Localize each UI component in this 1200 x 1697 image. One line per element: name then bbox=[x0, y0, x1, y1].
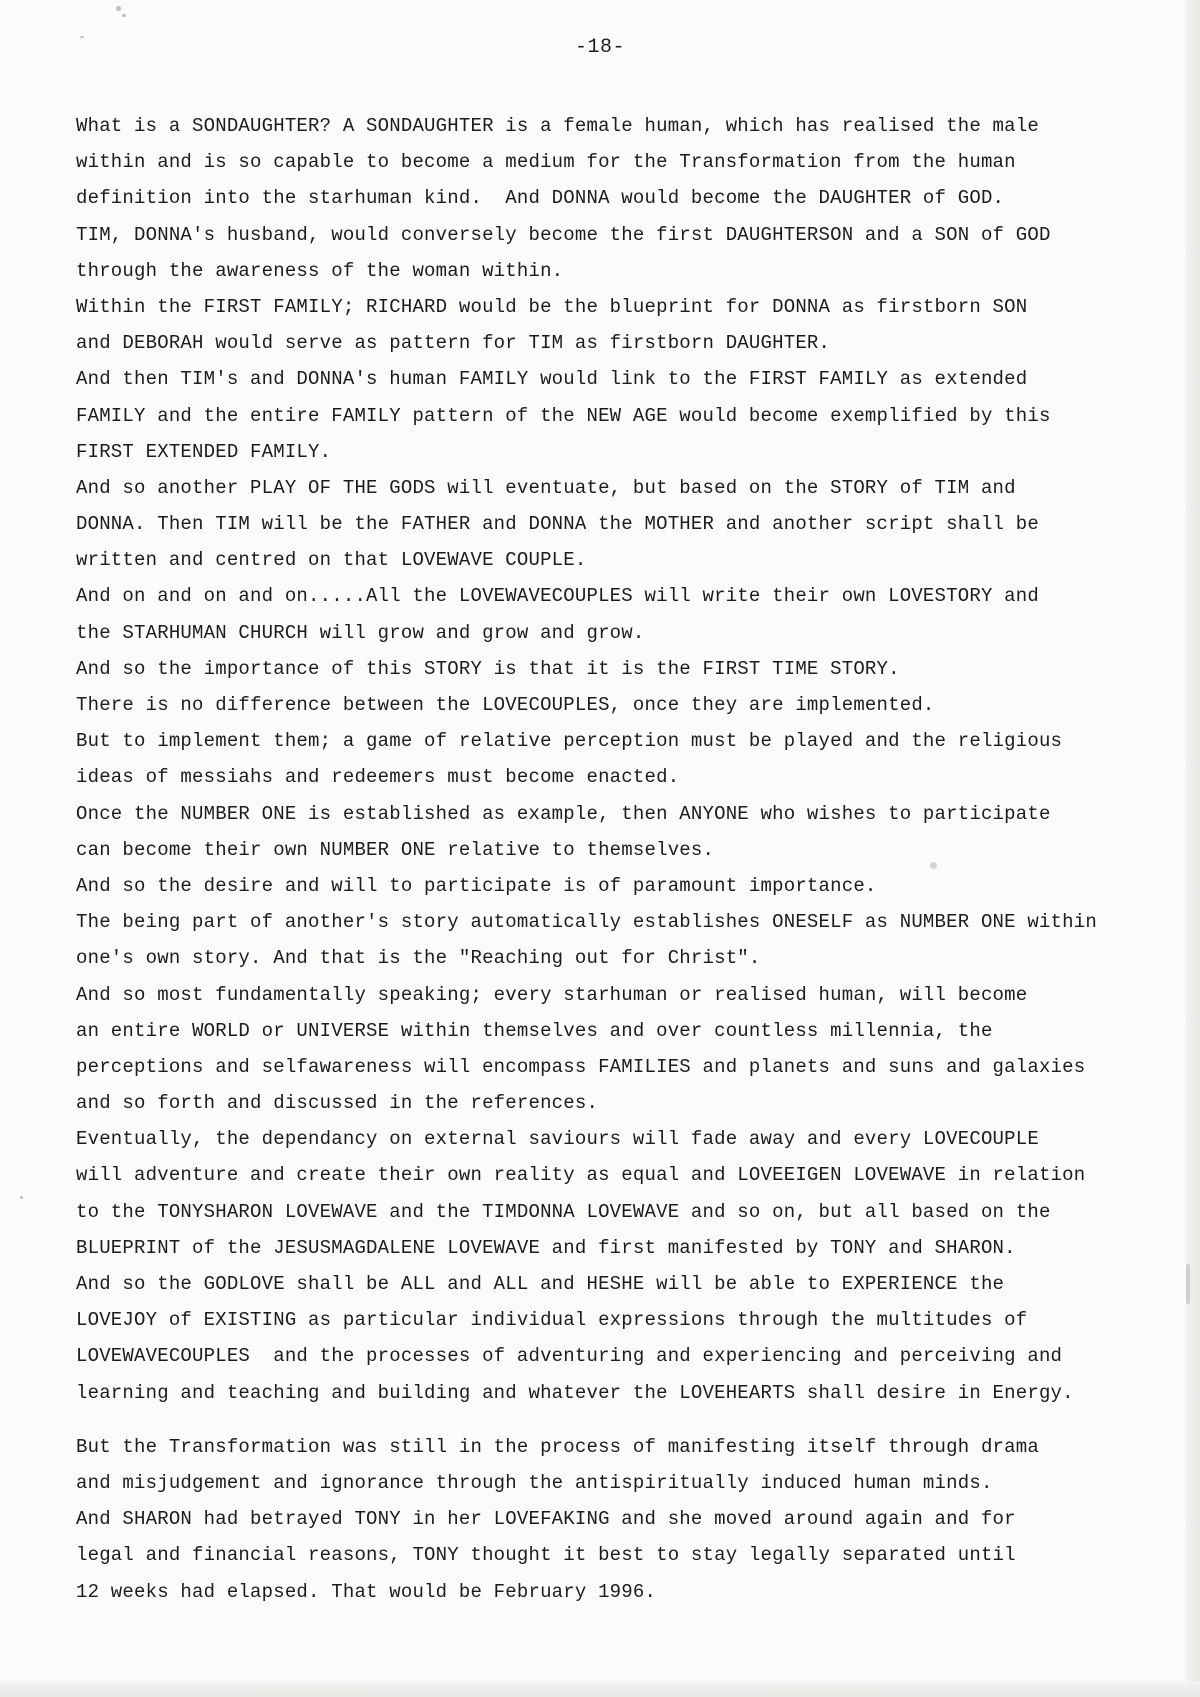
paragraph-spacer bbox=[76, 1411, 1136, 1429]
text-line: FIRST EXTENDED FAMILY. bbox=[76, 440, 332, 463]
text-line: legal and financial reasons, TONY thought it best to stay legally separated until bbox=[76, 1544, 1016, 1567]
text-line: Once the NUMBER ONE is established as example, then ANYONE who wishes to participate bbox=[76, 802, 1051, 825]
text-line: BLUEPRINT of the JESUSMAGDALENE LOVEWAVE and first manifested by TONY and SHARON. bbox=[76, 1236, 1016, 1259]
paragraph bbox=[76, 1429, 1136, 1610]
text-line: through the awareness of the woman within. bbox=[76, 259, 564, 282]
text-line: to the TONYSHARON LOVEWAVE and the TIMDONNA LOVEWAVE and so on, but all based on the bbox=[76, 1200, 1051, 1223]
text-line: can become their own NUMBER ONE relative to themselves. bbox=[76, 838, 715, 861]
page-number: -18- bbox=[574, 36, 625, 59]
text-line: and misjudgement and ignorance through the antispiritually induced human minds. bbox=[76, 1471, 993, 1494]
text-line: And so the GODLOVE shall be ALL and ALL and HESHE will be able to EXPERIENCE the bbox=[76, 1273, 1005, 1295]
text-line: LOVEWAVECOUPLES and the processes of adventuring and experiencing and perceiving and bbox=[76, 1345, 1063, 1368]
text-line: And so another PLAY OF THE GODS will eventuate, but based on the STORY of TIM and bbox=[76, 476, 1016, 499]
text-line: ideas of messiahs and redeemers must become enacted. bbox=[76, 766, 680, 789]
page-right-edge bbox=[1186, 0, 1200, 1697]
text-line: will adventure and create their own reality as equal and LOVEEIGEN LOVEWAVE in relation bbox=[76, 1164, 1086, 1187]
scan-speck bbox=[116, 6, 121, 11]
text-line: an entire WORLD or UNIVERSE within themselves and over countless millennia, the bbox=[76, 1019, 993, 1042]
text-line: and so forth and discussed in the references. bbox=[76, 1092, 599, 1115]
text-line: definition into the starhuman kind. And DONNA would become the DAUGHTER of GOD. bbox=[76, 187, 1005, 210]
text-line: And SHARON had betrayed TONY in her LOVEFAKING and she moved around again and for bbox=[76, 1508, 1016, 1531]
text-line: 12 weeks had elapsed. That would be February 1996. bbox=[76, 1580, 657, 1603]
scan-speck bbox=[20, 1196, 23, 1199]
text-line: There is no difference between the LOVECOUPLES, once they are implemented. bbox=[76, 694, 935, 716]
text-line: And so most fundamentally speaking; every starhuman or realised human, will become bbox=[76, 983, 1028, 1006]
text-line: But to implement them; a game of relative perception must be played and the religious bbox=[76, 730, 1063, 753]
text-line: and DEBORAH would serve as pattern for TIM as firstborn DAUGHTER. bbox=[76, 332, 831, 355]
text-line: But the Transformation was still in the process of manifesting itself through drama bbox=[76, 1435, 1039, 1458]
text-line: The being part of another's story automatically establishes ONESELF as NUMBER ONE within bbox=[76, 911, 1097, 934]
text-line: And then TIM's and DONNA's human FAMILY would link to the FIRST FAMILY as extended bbox=[76, 368, 1028, 391]
page-bottom-edge bbox=[0, 1681, 1200, 1697]
text-line: DONNA. Then TIM will be the FATHER and DONNA the MOTHER and another script shall be bbox=[76, 513, 1039, 536]
text-line: learning and teaching and building and whatever the LOVEHEARTS shall desire in Energy. bbox=[76, 1381, 1074, 1404]
text-line: perceptions and selfawareness will encompass FAMILIES and planets and suns and galaxies bbox=[76, 1055, 1086, 1078]
scan-speck bbox=[1186, 1264, 1190, 1304]
paragraph bbox=[76, 108, 1136, 1411]
text-line: within and is so capable to become a medium for the Transformation from the human bbox=[76, 151, 1016, 174]
text-line: Within the FIRST FAMILY; RICHARD would be the blueprint for DONNA as firstborn SON bbox=[76, 295, 1028, 318]
text-line: And so the desire and will to participate is of paramount importance. bbox=[76, 874, 877, 897]
text-line: one's own story. And that is the "Reaching out for Christ". bbox=[76, 947, 761, 970]
scan-speck bbox=[122, 14, 126, 17]
text-line: LOVEJOY of EXISTING as particular individual expressions through the multitudes of bbox=[76, 1309, 1028, 1332]
text-line: And so the importance of this STORY is that it is the FIRST TIME STORY. bbox=[76, 657, 900, 680]
body-text bbox=[76, 108, 1136, 1610]
text-line: FAMILY and the entire FAMILY pattern of the NEW AGE would become exemplified by this bbox=[76, 404, 1051, 427]
text-line: Eventually, the dependancy on external saviours will fade away and every LOVECOUPLE bbox=[76, 1128, 1039, 1151]
text-line: TIM, DONNA's husband, would conversely become the first DAUGHTERSON and a SON of GOD bbox=[76, 223, 1051, 246]
text-line: And on and on and on.....All the LOVEWAVECOUPLES will write their own LOVESTORY and bbox=[76, 585, 1039, 608]
text-line: written and centred on that LOVEWAVE COUPLE. bbox=[76, 549, 587, 572]
text-line: the STARHUMAN CHURCH will grow and grow and grow. bbox=[76, 621, 645, 644]
text-line: What is a SONDAUGHTER? A SONDAUGHTER is a female human, which has realised the male bbox=[76, 115, 1039, 137]
